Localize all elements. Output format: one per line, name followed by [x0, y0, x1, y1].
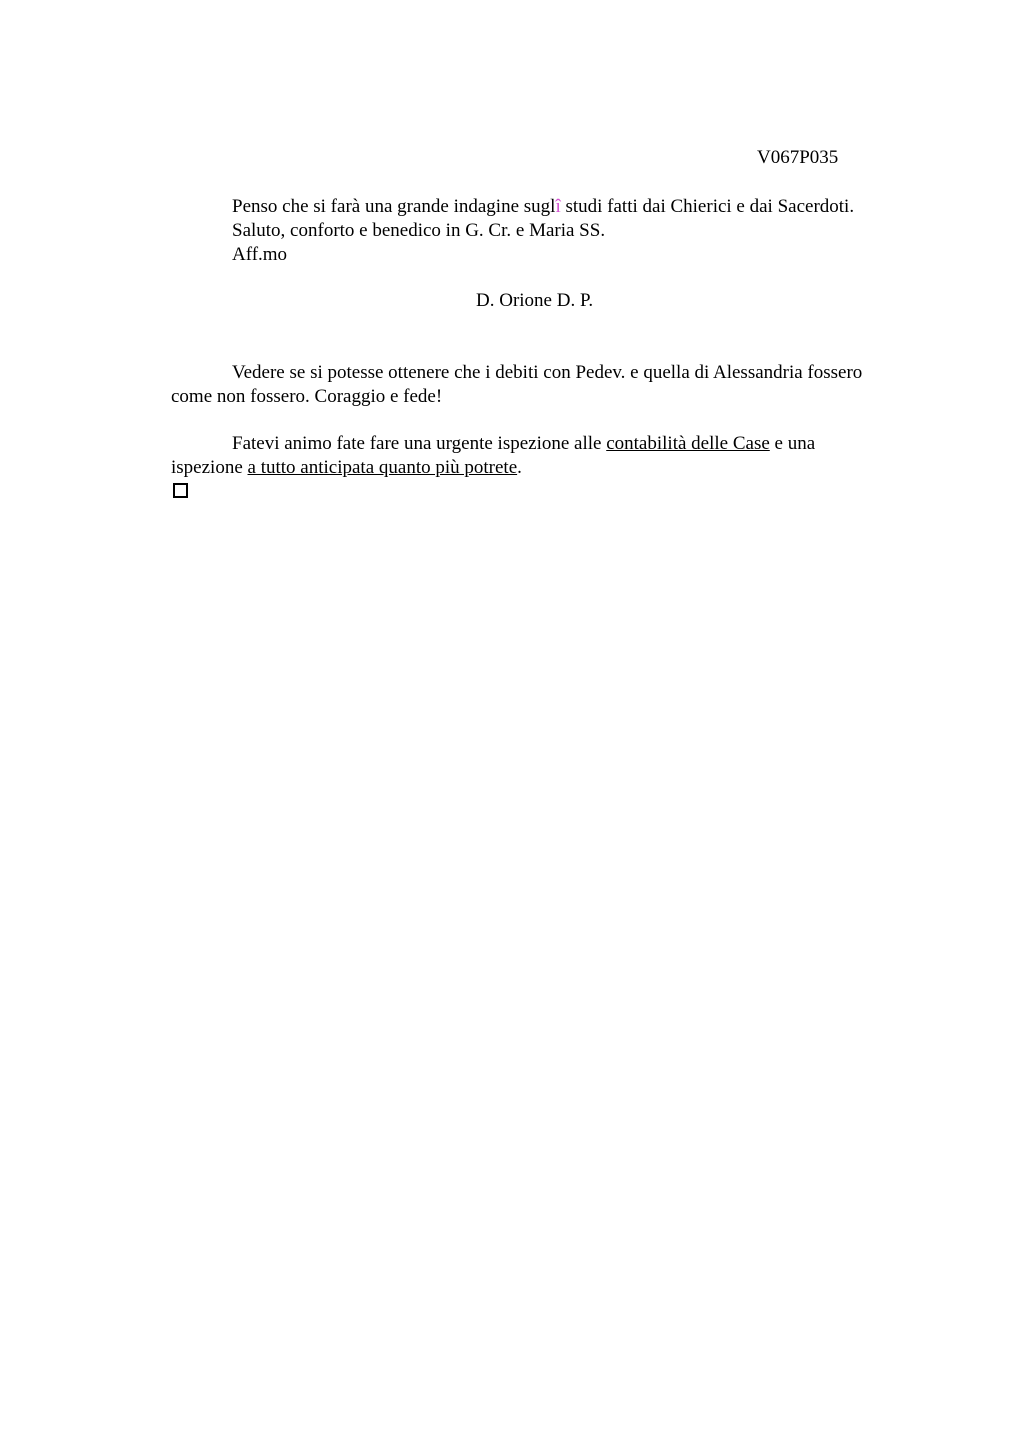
underlined-phrase: contabilità delle Case — [606, 433, 770, 454]
closing-line-1-text: Penso che si farà una grande indagine sugl — [232, 196, 556, 217]
closing-line-1 — [232, 195, 854, 219]
postscript-1-line-2: come non fossero. Coraggio e fede! — [171, 386, 443, 407]
postscript-paragraph-2 — [171, 432, 931, 480]
closing-paragraph — [232, 195, 854, 267]
marked-character: î — [555, 196, 561, 217]
postscript-2-text: e una — [769, 433, 816, 454]
postscript-2-line-1 — [171, 432, 931, 456]
postscript-2-line-2 — [171, 456, 931, 480]
closing-line-3: Aff.mo — [232, 244, 288, 265]
closing-line-2: Saluto, conforto e benedico in G. Cr. e Maria SS. — [232, 220, 606, 241]
postscript-paragraph-1 — [171, 361, 931, 409]
postscript-2-text: ispezione — [171, 457, 248, 478]
postscript-2-text: Fatevi animo fate fare una urgente ispezione alle — [232, 433, 607, 454]
postscript-2-text: . — [517, 457, 522, 478]
end-marker-box-icon — [173, 483, 188, 498]
closing-line-1-text-end: studi fatti dai Chierici e dai Sacerdoti. — [560, 196, 855, 217]
signature: D. Orione D. P. — [476, 290, 594, 311]
postscript-1-line-1: Vedere se si potesse ottenere che i debiti con Pedev. e quella di Alessandria fossero — [232, 362, 863, 383]
underlined-phrase: a tutto anticipata quanto più potrete — [247, 457, 518, 478]
reference-code: V067P035 — [757, 147, 839, 168]
